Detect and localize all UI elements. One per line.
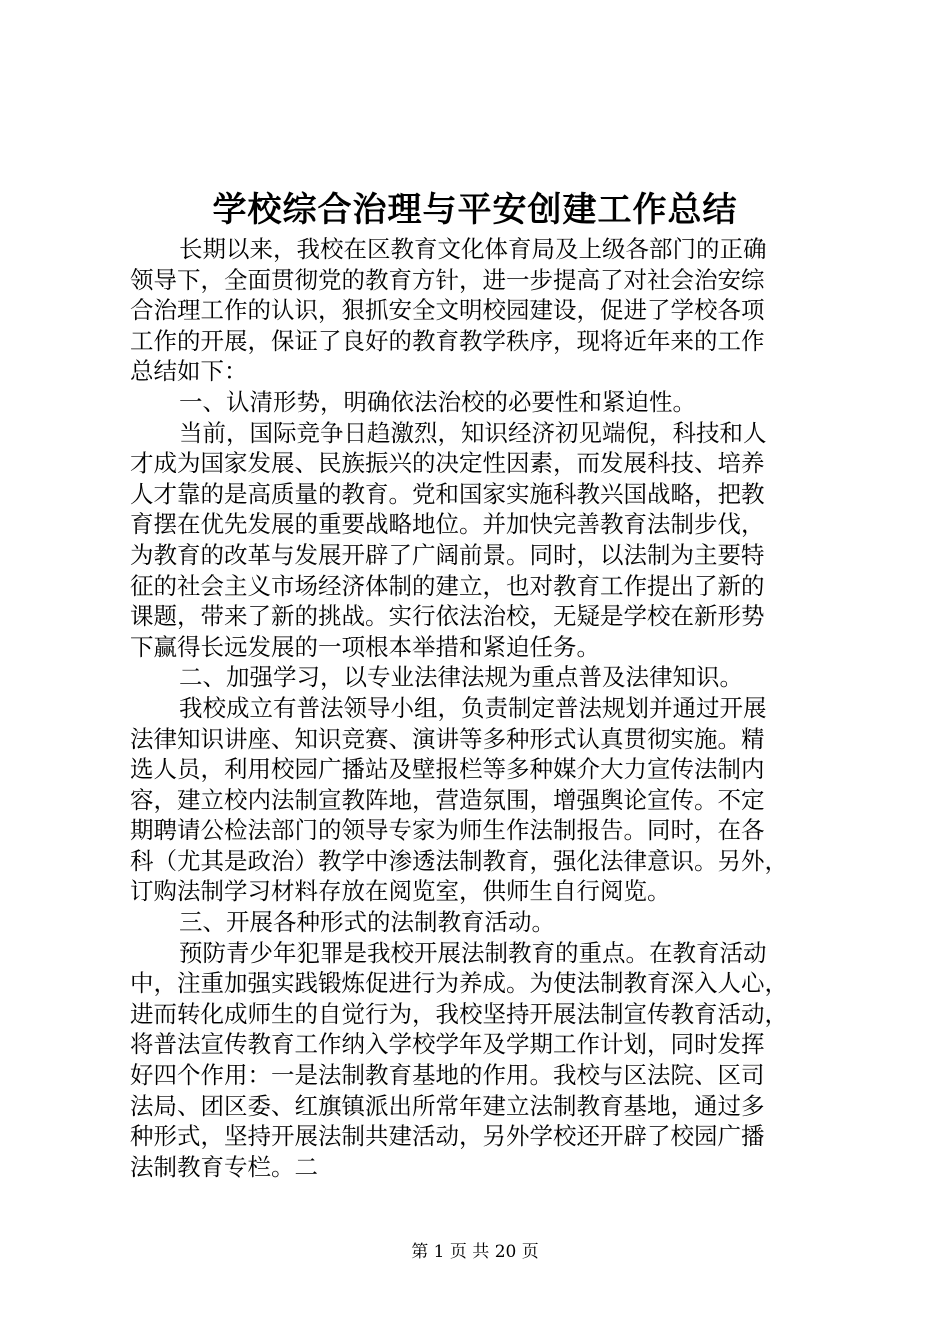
- text-line: 容，建立校内法制宣教阵地，营造氛围，增强舆论宣传。不定: [130, 785, 765, 814]
- text-line: 三、开展各种形式的法制教育活动。: [179, 908, 555, 937]
- text-line: 期聘请公检法部门的领导专家为师生作法制报告。同时，在各: [130, 816, 765, 845]
- document-title: 学校综合治理与平安创建工作总结: [212, 190, 738, 230]
- text-line: 领导下，全面贯彻党的教育方针，进一步提高了对社会治安综: [130, 265, 765, 294]
- text-line: 二、加强学习，以专业法律法规为重点普及法律知识。: [179, 663, 743, 692]
- text-line: 法制教育专栏。二: [130, 1152, 318, 1181]
- text-line: 为教育的改革与发展开辟了广阔前景。同时，以法制为主要特: [130, 540, 765, 569]
- text-line: 我校成立有普法领导小组，负责制定普法规划并通过开展: [179, 693, 767, 722]
- text-line: 好四个作用：一是法制教育基地的作用。我校与区法院、区司: [130, 1061, 765, 1090]
- text-line: 一、认清形势，明确依法治校的必要性和紧迫性。: [179, 387, 696, 416]
- text-line: 将普法宣传教育工作纳入学校学年及学期工作计划，同时发挥: [130, 1030, 765, 1059]
- document-body: [130, 234, 840, 1182]
- text-line: 选人员，利用校园广播站及壁报栏等多种媒介大力宣传法制内: [130, 755, 765, 784]
- text-line: 征的社会主义市场经济体制的建立，也对教育工作提出了新的: [130, 571, 765, 600]
- text-line: 合治理工作的认识，狠抓安全文明校园建设，促进了学校各项: [130, 296, 765, 325]
- text-line: 中，注重加强实践锻炼促进行为养成。为使法制教育深入人心，: [130, 969, 788, 998]
- text-line: 总结如下：: [130, 357, 248, 386]
- text-line: 下赢得长远发展的一项根本举措和紧迫任务。: [130, 632, 600, 661]
- text-line: 长期以来，我校在区教育文化体育局及上级各部门的正确: [179, 235, 767, 263]
- text-line: 种形式，坚持开展法制共建活动，另外学校还开辟了校园广播: [130, 1122, 765, 1151]
- text-line: 育摆在优先发展的重要战略地位。并加快完善教育法制步伐，: [130, 510, 765, 539]
- text-line: 订购法制学习材料存放在阅览室，供师生自行阅览。: [130, 877, 671, 906]
- page-footer: 第 1 页 共 20 页: [411, 1242, 539, 1262]
- text-line: 当前，国际竞争日趋激烈，知识经济初见端倪，科技和人: [179, 418, 767, 447]
- text-line: 预防青少年犯罪是我校开展法制教育的重点。在教育活动: [179, 938, 767, 967]
- text-line: 法局、团区委、红旗镇派出所常年建立法制教育基地，通过多: [130, 1091, 765, 1120]
- text-line: 才成为国家发展、民族振兴的决定性因素，而发展科技、培养: [130, 449, 765, 478]
- text-line: 人才靠的是高质量的教育。党和国家实施科教兴国战略，把教: [130, 479, 765, 508]
- text-line: 课题，带来了新的挑战。实行依法治校，无疑是学校在新形势: [130, 602, 765, 631]
- text-line: 进而转化成师生的自觉行为，我校坚持开展法制宣传教育活动，: [130, 999, 788, 1028]
- text-line: 科（尤其是政治）教学中渗透法制教育，强化法律意识。另外，: [130, 846, 788, 875]
- text-line: 法律知识讲座、知识竞赛、演讲等多种形式认真贯彻实施。精: [130, 724, 765, 753]
- text-line: 工作的开展，保证了良好的教育教学秩序，现将近年来的工作: [130, 326, 765, 355]
